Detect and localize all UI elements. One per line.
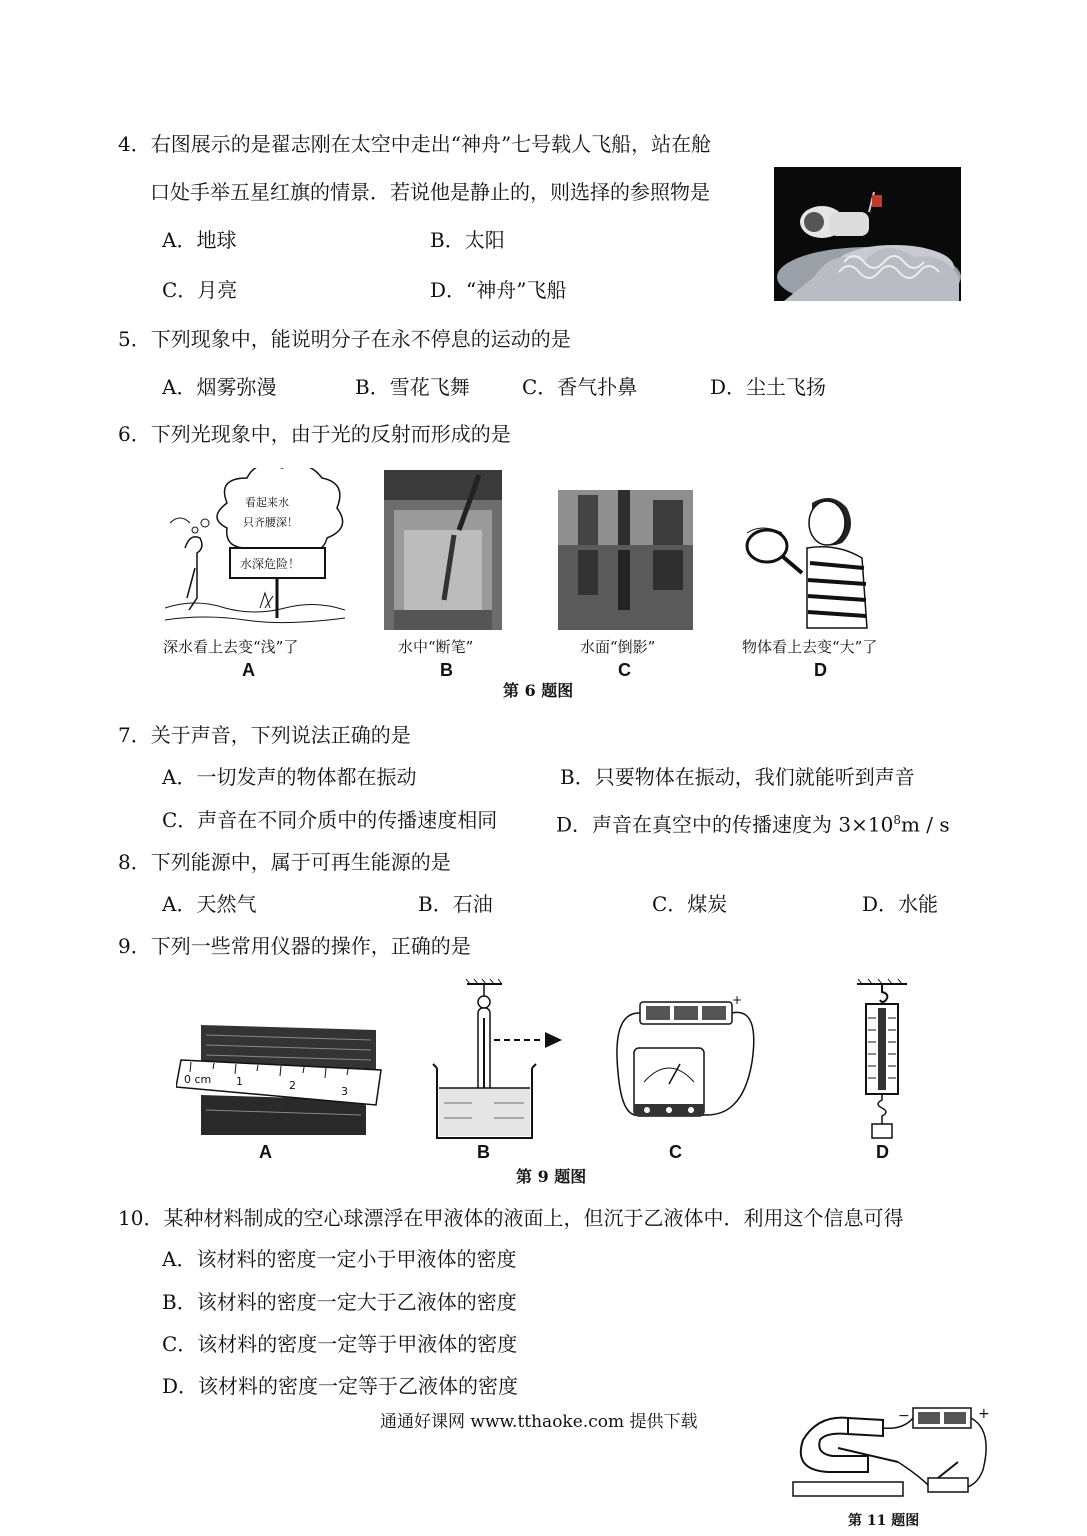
- q4-stem-line1: 4．右图展示的是翟志刚在太空中走出“神舟”七号载人飞船，站在舱: [118, 132, 712, 156]
- ruler-mark-3: 3: [341, 1085, 348, 1098]
- q7-option-b: B．只要物体在振动，我们就能听到声音: [560, 765, 915, 789]
- q8-stem: 8．下列能源中，属于可再生能源的是: [118, 850, 451, 874]
- fig9c-label: C: [669, 1142, 682, 1162]
- fig9-title: 第 9 题图: [516, 1167, 587, 1186]
- svg-text:−: −: [898, 1408, 910, 1424]
- fig6a-shallow-water-drawing: [165, 468, 345, 633]
- fig6c-label: C: [618, 660, 631, 680]
- q10-option-c: C．该材料的密度一定等于甲液体的密度: [162, 1332, 518, 1356]
- q9-stem: 9．下列一些常用仪器的操作，正确的是: [118, 934, 471, 958]
- q4-option-a: A．地球: [162, 228, 237, 252]
- fig6-title: 第 6 题图: [503, 681, 574, 700]
- fig9d-spring-scale-drawing: [852, 978, 912, 1140]
- q8-option-a: A．天然气: [162, 892, 257, 916]
- footer-source: 通通好课网 www.tthaoke.com 提供下载: [380, 1412, 698, 1432]
- fig6d-label: D: [814, 660, 827, 680]
- q5-option-a: A．烟雾弥漫: [162, 375, 277, 399]
- ruler-mark-2: 2: [289, 1079, 296, 1092]
- fig6a-label: A: [242, 660, 255, 680]
- fig9a-label: A: [259, 1142, 272, 1162]
- q4-option-c: C．月亮: [162, 278, 238, 302]
- q10-option-d: D．该材料的密度一定等于乙液体的密度: [162, 1374, 519, 1398]
- astronaut-photo: [774, 167, 961, 301]
- q10-option-a: A．该材料的密度一定小于甲液体的密度: [162, 1247, 517, 1271]
- fig6d-caption: 物体看上去变“大”了: [742, 638, 878, 656]
- q7-stem: 7．关于声音，下列说法正确的是: [118, 723, 411, 747]
- fig9a-ruler-drawing: [176, 1025, 386, 1140]
- sign-text: 水深危险！: [240, 557, 301, 571]
- fig9b-thermometer-drawing: [432, 978, 572, 1140]
- svg-text:+: +: [978, 1406, 990, 1422]
- q8-option-d: D．水能: [862, 892, 939, 916]
- fig6b-broken-pencil-photo: [384, 470, 502, 630]
- fig6a-caption: 深水看上去变“浅”了: [163, 638, 299, 656]
- q5-option-b: B．雪花飞舞: [355, 375, 470, 399]
- q5-option-c: C．香气扑鼻: [522, 375, 638, 399]
- q8-option-c: C．煤炭: [652, 892, 728, 916]
- q7-option-c: C．声音在不同介质中的传播速度相同: [162, 808, 498, 832]
- fig11-magnet-circuit-drawing: [788, 1400, 993, 1510]
- fig6b-label: B: [440, 660, 453, 680]
- q10-stem: 10．某种材料制成的空心球漂浮在甲液体的液面上，但沉于乙液体中．利用这个信息可得: [118, 1206, 904, 1230]
- q4-stem-line2: 口处手举五星红旗的情景．若说他是静止的，则选择的参照物是: [150, 180, 710, 204]
- cloud-text-line2: 只齐腰深！: [243, 516, 298, 529]
- fig6b-caption: 水中“断笔”: [398, 638, 474, 656]
- q10-option-b: B．该材料的密度一定大于乙液体的密度: [162, 1290, 517, 1314]
- fig9d-label: D: [876, 1142, 889, 1162]
- fig11-title: 第 11 题图: [848, 1513, 920, 1529]
- fig9c-ammeter-circuit-drawing: [612, 992, 762, 1140]
- ruler-mark-1: 1: [236, 1075, 243, 1088]
- q7-option-d-unit: m / s: [900, 812, 950, 837]
- fig6c-caption: 水面“倒影”: [580, 638, 656, 656]
- q6-stem: 6．下列光现象中，由于光的反射而形成的是: [118, 422, 511, 446]
- ruler-unit-label: 0 cm: [184, 1073, 212, 1086]
- fig6d-magnifier-drawing: [742, 488, 872, 633]
- cloud-text-line1: 看起来水: [245, 496, 289, 509]
- q7-option-d-text: D．声音在真空中的传播速度为 3×10: [556, 812, 894, 837]
- q5-option-d: D．尘土飞扬: [710, 375, 827, 399]
- svg-text:+: +: [732, 993, 743, 1007]
- q8-option-b: B．石油: [418, 892, 493, 916]
- q4-option-b: B．太阳: [430, 228, 505, 252]
- q4-option-d: D．“神舟”飞船: [430, 278, 567, 302]
- q7-option-d: [556, 808, 950, 837]
- q7-option-a: A．一切发声的物体都在振动: [162, 765, 417, 789]
- q5-stem: 5．下列现象中，能说明分子在永不停息的运动的是: [118, 327, 571, 351]
- q7-option-d-exponent: 8: [893, 813, 901, 827]
- fig6c-reflection-photo: [558, 490, 693, 630]
- fig9b-label: B: [477, 1142, 490, 1162]
